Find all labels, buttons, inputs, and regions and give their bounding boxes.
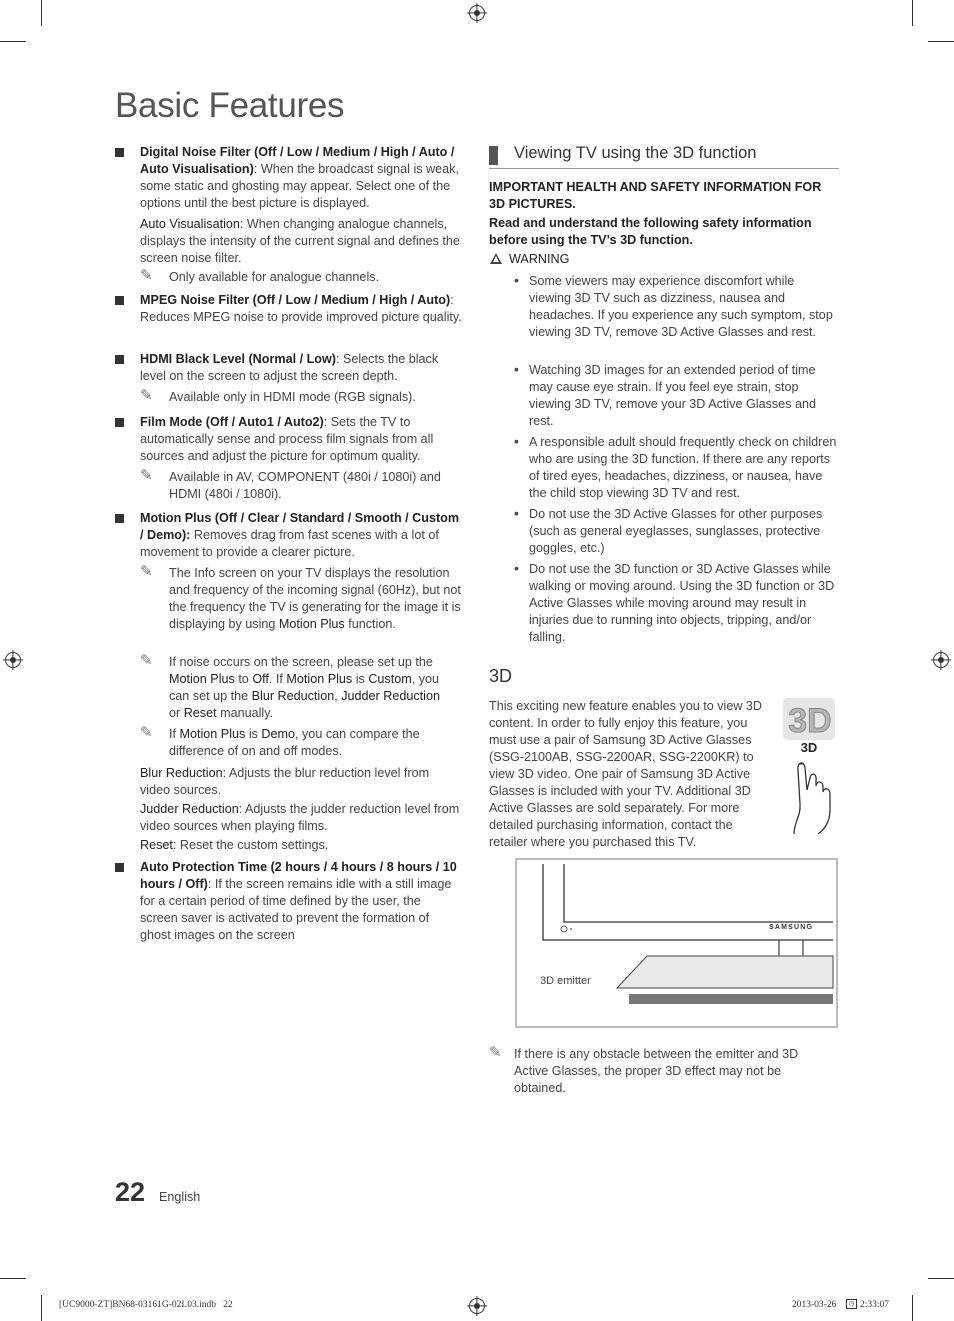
safety-read-text: Read and understand the following safety information before using the TV’s 3D function. — [489, 216, 812, 247]
reset-text: Reset: Reset the custom settings. — [140, 838, 329, 852]
note-pencil-icon: ✎ — [140, 387, 153, 404]
note-text: Only available for analogue channels. — [169, 270, 380, 284]
hdmi-black-level-item: HDMI Black Level (Normal / Low): Selects the black level on the screen to adjust the screen depth. — [140, 352, 439, 383]
page-number: 22 — [115, 1177, 146, 1207]
registration-mark-top — [469, 5, 485, 21]
subsection-heading-3d: 3D — [489, 666, 513, 686]
note-text: If Motion Plus is Demo, you can compare the difference of on and off modes. — [169, 727, 420, 758]
bullet-square — [115, 355, 124, 364]
bullet-square — [115, 418, 124, 427]
note-text: If noise occurs on the screen, please set up the Motion Plus to Off. If Motion Plus is Custom, you can set up the Blur Reduction, Judder Reduction — [169, 655, 440, 703]
judder-reduction-text: Judder Reduction: Adjusts the judder reduction level from video sources when playing films. — [140, 802, 460, 833]
footer-date: 2013-03-26 — [792, 1300, 837, 1310]
note-text: Available only in HDMI mode (RGB signals). — [169, 390, 416, 404]
safety-heading: IMPORTANT HEALTH AND SAFETY INFORMATION FOR 3D PICTURES. — [489, 180, 822, 211]
warning-item: Watching 3D images for an extended period of time may cause eye strain. If you feel eye strain, stop viewing 3D TV, remove your 3D Active Glasses and rest. — [529, 363, 816, 428]
digital-noise-filter-item: Digital Noise Filter (Off / Low / Medium / High / Auto / Auto Visualisation): When the broadcast signal is weak, some static and ghosting may appear. Select one of the options until the best picture is displayed. — [140, 145, 459, 210]
3d-note-text: If there is any obstacle between the emitter and 3D Active Glasses, the proper 3D effect may not be obtained. — [514, 1047, 799, 1095]
section-underline — [489, 168, 839, 169]
clock-icon: ◷ — [846, 1299, 857, 1309]
warning-item: Some viewers may experience discomfort while viewing 3D TV such as dizziness, nausea and headaches. If you experience any such symptom, stop viewing 3D TV, remove 3D Active Glasses and rest. — [529, 274, 833, 339]
note-pencil-icon: ✎ — [140, 267, 153, 284]
page-language: English — [159, 1190, 201, 1204]
auto-protection-time-item: Auto Protection Time (2 hours / 4 hours / 8 hours / 10 hours / Off): If the screen remains idle with a still image for a certain period of time defined by the user, the screen saver is activated to prevent the formation of ghost images on the screen — [140, 860, 457, 942]
warning-item: Do not use the 3D function or 3D Active Glasses while walking or moving around. Using the 3D function or 3D Active Glasses while moving around may result in injuries due to running into objects, tripping, and/or falling. — [529, 562, 835, 644]
warning-label: WARNING — [509, 252, 570, 266]
warning-item: Do not use the 3D Active Glasses for other purposes (such as general eyeglasses, sunglasses, protective goggles, etc.) — [529, 507, 823, 555]
page-title: Basic Features — [115, 86, 345, 125]
bullet-square — [115, 296, 124, 305]
mpeg-noise-filter-item: MPEG Noise Filter (Off / Low / Medium / High / Auto): Reduces MPEG noise to provide improved picture quality. — [140, 293, 462, 324]
note-text: The Info screen on your TV displays the resolution and frequency of the incoming signal (60Hz), but not the frequency the TV is generating for the image it is displaying by using Motion Plus function. — [169, 566, 461, 631]
note-pencil-icon: ✎ — [489, 1044, 502, 1061]
note-text-cont: or Reset manually. — [169, 706, 274, 720]
note-pencil-icon: ✎ — [140, 724, 153, 741]
bullet-square — [115, 514, 124, 523]
samsung-logo: SAMSUNG — [769, 924, 814, 931]
note-pencil-icon: ✎ — [140, 652, 153, 669]
note-pencil-icon: ✎ — [140, 563, 153, 580]
registration-mark-left — [5, 652, 21, 668]
bullet-square — [115, 148, 124, 157]
section-marker — [489, 146, 498, 165]
bullet-square — [115, 863, 124, 872]
registration-mark-right — [933, 652, 949, 668]
3d-button-caption: 3D — [800, 740, 818, 755]
note-text: Available in AV, COMPONENT (480i / 1080i) and HDMI (480i / 1080i). — [169, 470, 441, 501]
note-pencil-icon: ✎ — [140, 467, 153, 484]
auto-visualisation-text: Auto Visualisation: When changing analogue channels, displays the intensity of the current signal and defines the screen noise filter. — [140, 217, 460, 265]
blur-reduction-text: Blur Reduction: Adjusts the blur reduction level from video sources. — [140, 766, 430, 797]
tv-emitter-illustration — [515, 858, 838, 1028]
3d-logo: 3D — [788, 702, 832, 740]
footer-file: [UC9000-ZT]BN68-03161G-02L03.indb 22 — [59, 1300, 233, 1310]
emitter-label: 3D emitter — [540, 975, 591, 987]
3d-button-illustration — [780, 694, 840, 834]
section-title: Viewing TV using the 3D function — [514, 144, 757, 162]
footer-time: 2:33:07 — [860, 1300, 890, 1310]
registration-mark-bottom — [469, 1298, 485, 1314]
motion-plus-item: Motion Plus (Off / Clear / Standard / Smooth / Custom / Demo): Removes drag from fast scenes with a lot of movement to provide a clearer picture. — [140, 511, 460, 559]
warning-item: A responsible adult should frequently check on children who are using the 3D function. If there are any reports of tired eyes, headaches, dizziness, or nausea, have the child stop viewing 3D TV and rest. — [529, 435, 837, 500]
3d-intro-text: This exciting new feature enables you to view 3D content. In order to fully enjoy this feature, you must use a pair of Samsung 3D Active Glasses (SSG-2100AB, SSG-2200AR, SSG-2200KR) to view 3D video. One pair of Samsung 3D Active Glasses is included with your TV. Additional 3D Active Glasses are sold separately. For more detailed purchasing information, contact the retailer where you purchased this TV. — [489, 699, 763, 849]
film-mode-item: Film Mode (Off / Auto1 / Auto2): Sets the TV to automatically sense and process film signals from all sources and adjust the picture for optimum quality. — [140, 415, 434, 463]
